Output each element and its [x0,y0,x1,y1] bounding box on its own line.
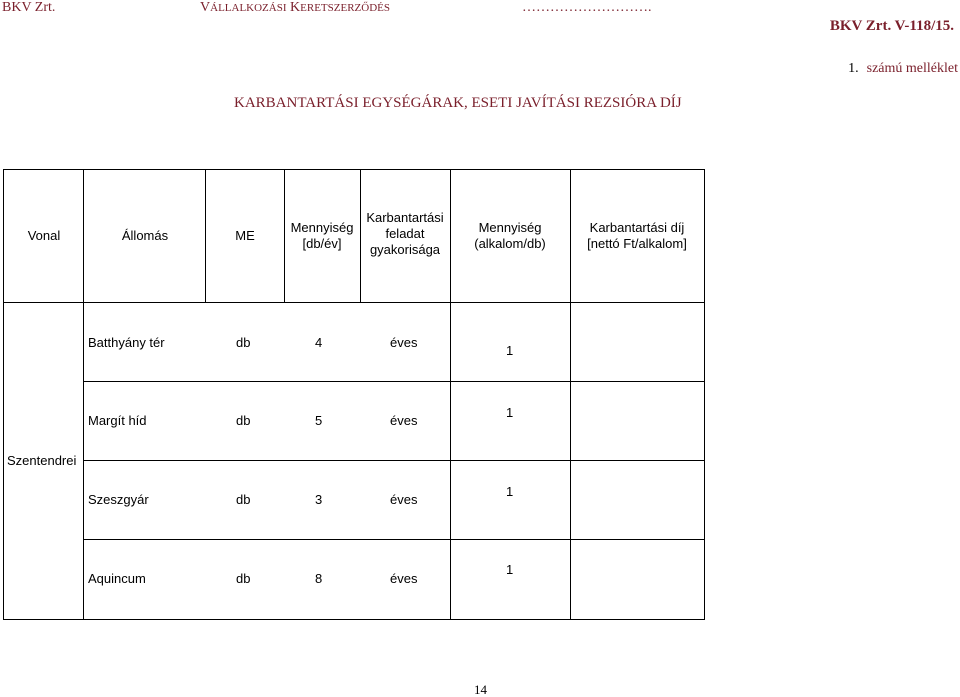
col-header-mennyiseg-ev-line2: [db/év] [302,236,342,251]
annex-text: számú melléklet [866,61,958,76]
header-doc-word2-rest: ERETSZERZŐDÉS [300,2,390,14]
header-contract-id: BKV Zrt. V-118/15. [829,18,954,34]
row1-alkalom: 1 [506,343,514,358]
row3-allomas: Szeszgyár [88,492,149,507]
table-row-divider [83,460,705,461]
row4-alkalom: 1 [506,562,514,577]
col-header-allomas: Állomás [121,228,169,243]
page-title: KARBANTARTÁSI EGYSÉGÁRAK, ESETI JAVÍTÁSI REZSIÓRA DÍJ [234,95,682,111]
row2-me: db [236,413,251,428]
col-header-dij-line1: Karbantartási díj [589,220,685,235]
col-header-gyakorisag-line1: Karbantartási [366,210,444,225]
col-header-mennyiseg-alkalom-line1: Mennyiség [478,220,542,235]
col-header-mennyiseg-alkalom [450,220,570,252]
col-header-dij-line2: [nettó Ft/alkalom] [587,236,687,251]
row1-allomas: Batthyány tér [88,335,165,350]
col-header-vonal: Vonal [27,228,61,243]
annex-label [848,61,958,77]
col-header-gyakorisag-line3: gyakorisága [369,242,441,257]
row1-gyakorisag: éves [390,335,418,350]
table-col-divider [704,170,705,619]
row2-allomas: Margít híd [88,413,147,428]
row3-me: db [236,492,251,507]
row4-me: db [236,571,251,586]
row2-gyakorisag: éves [390,413,418,428]
header-dots: ………………………. [522,0,652,15]
row1-mennyiseg: 4 [315,335,323,350]
row1-me: db [236,335,251,350]
header-document-type [200,0,390,16]
row4-gyakorisag: éves [390,571,418,586]
row4-mennyiseg: 8 [315,571,323,586]
row3-alkalom: 1 [506,484,514,499]
header-doc-word1-rest: ÁLLALKOZÁSI [210,2,287,14]
col-header-mennyiseg-ev [284,220,360,252]
row2-mennyiseg: 5 [315,413,323,428]
header-doc-word2-initial: K [290,0,301,15]
annex-number: 1. [848,61,859,76]
col-header-dij [570,220,704,252]
row4-allomas: Aquincum [88,571,146,586]
line-name-cell: Szentendrei [7,453,77,468]
row3-gyakorisag: éves [390,492,418,507]
table-row-divider [83,539,705,540]
row2-alkalom: 1 [506,405,514,420]
table-header-divider [4,302,705,303]
col-header-gyakorisag [360,210,450,258]
row3-mennyiseg: 3 [315,492,323,507]
page-number: 14 [474,682,487,697]
col-header-mennyiseg-alkalom-line2: (alkalom/db) [474,236,546,251]
table-row-divider [83,381,705,382]
col-header-me: ME [235,228,255,243]
header-doc-word1-initial: V [200,0,211,15]
col-header-mennyiseg-ev-line1: Mennyiség [290,220,354,235]
col-header-gyakorisag-line2: feladat [385,226,425,241]
header-company: BKV Zrt. [2,0,56,15]
